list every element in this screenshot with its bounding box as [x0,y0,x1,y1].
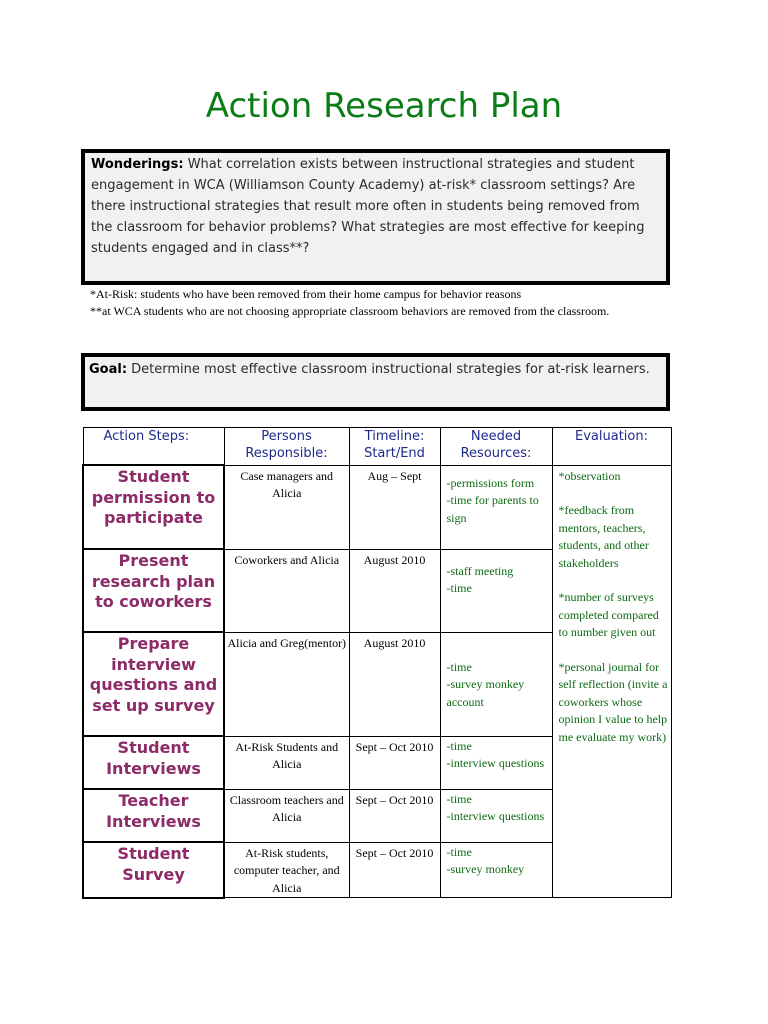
footnotes [90,286,682,319]
header-timeline: Timeline: Start/End [349,428,440,466]
evaluation-item: *observation [558,468,621,483]
resources-cell [440,789,552,842]
timeline-cell: August 2010 [349,632,440,736]
persons-cell: Alicia and Greg(mentor) [224,632,349,736]
timeline-cell: August 2010 [349,549,440,632]
table-row [83,465,671,549]
resource-item: -time for parents to sign [446,493,539,525]
resource-item: -interview questions [446,809,545,823]
header-persons: Persons Responsible: [224,428,349,466]
resource-item: -interview questions [446,756,545,770]
table-header-row [83,428,671,466]
persons-cell: Classroom teachers and Alicia [224,789,349,842]
timeline-cell: Sept – Oct 2010 [349,789,440,842]
persons-cell: Coworkers and Alicia [224,549,349,632]
timeline-cell: Sept – Oct 2010 [349,736,440,789]
resources-cell [440,736,552,789]
action-step: Prepare interview questions and set up survey [83,632,224,736]
evaluation-item: *feedback from mentors, teachers, students, and other stakeholders [558,503,649,570]
goal-text: Determine most effective classroom instructional strategies for at-risk learners. [127,362,650,377]
header-action-steps: Action Steps: [83,428,224,466]
action-plan-table [82,427,672,899]
footnote-at-risk: *At-Risk: students who have been removed from their home campus for behavior reasons [90,287,522,301]
wonderings-text: What correlation exists between instructional strategies and student engagement in WCA (Williamson County Academy) at-risk* classroom settings? Are there instructional strategies that result more often in students being removed from the classroom for behavior problems? What strategies are most effective for keeping students engaged and in class**? [91,157,645,256]
action-step: Teacher Interviews [83,789,224,842]
resource-item: -permissions form [446,475,535,490]
goal-box [81,353,670,411]
wonderings-box [81,149,670,285]
resource-item: -staff meeting [446,563,514,578]
resource-item: -time [446,659,472,674]
resource-item: -time [446,791,472,806]
resources-cell [440,632,552,736]
persons-cell: At-Risk students, computer teacher, and Alicia [224,842,349,898]
resources-cell [440,549,552,632]
action-step: Student Interviews [83,736,224,789]
wonderings-label: Wonderings: [91,157,184,172]
action-step: Student Survey [83,842,224,898]
goal-label: Goal: [89,362,128,377]
evaluation-item: *number of surveys completed compared to number given out [558,590,659,639]
action-step: Present research plan to coworkers [83,549,224,632]
resource-item: -time [446,738,472,753]
resources-cell [440,465,552,549]
resource-item: -time [446,844,472,859]
timeline-cell: Aug – Sept [349,465,440,549]
page-title: Action Research Plan [205,86,563,126]
header-evaluation: Evaluation: [552,428,671,466]
resource-item: -time [446,581,472,595]
timeline-cell: Sept – Oct 2010 [349,842,440,898]
evaluation-item: *personal journal for self reflection (invite a coworkers whose opinion I value to help me evaluate my work) [558,659,668,744]
action-step: Student permission to participate [83,465,224,549]
evaluation-cell [552,465,671,898]
resource-item: -survey monkey [446,862,525,876]
resource-item: -survey monkey account [446,677,525,709]
persons-cell: At-Risk Students and Alicia [224,736,349,789]
persons-cell: Case managers and Alicia [224,465,349,549]
footnote-wca: **at WCA students who are not choosing appropriate classroom behaviors are removed from the classroom. [90,303,610,318]
resources-cell [440,842,552,898]
header-resources: Needed Resources: [440,428,552,466]
